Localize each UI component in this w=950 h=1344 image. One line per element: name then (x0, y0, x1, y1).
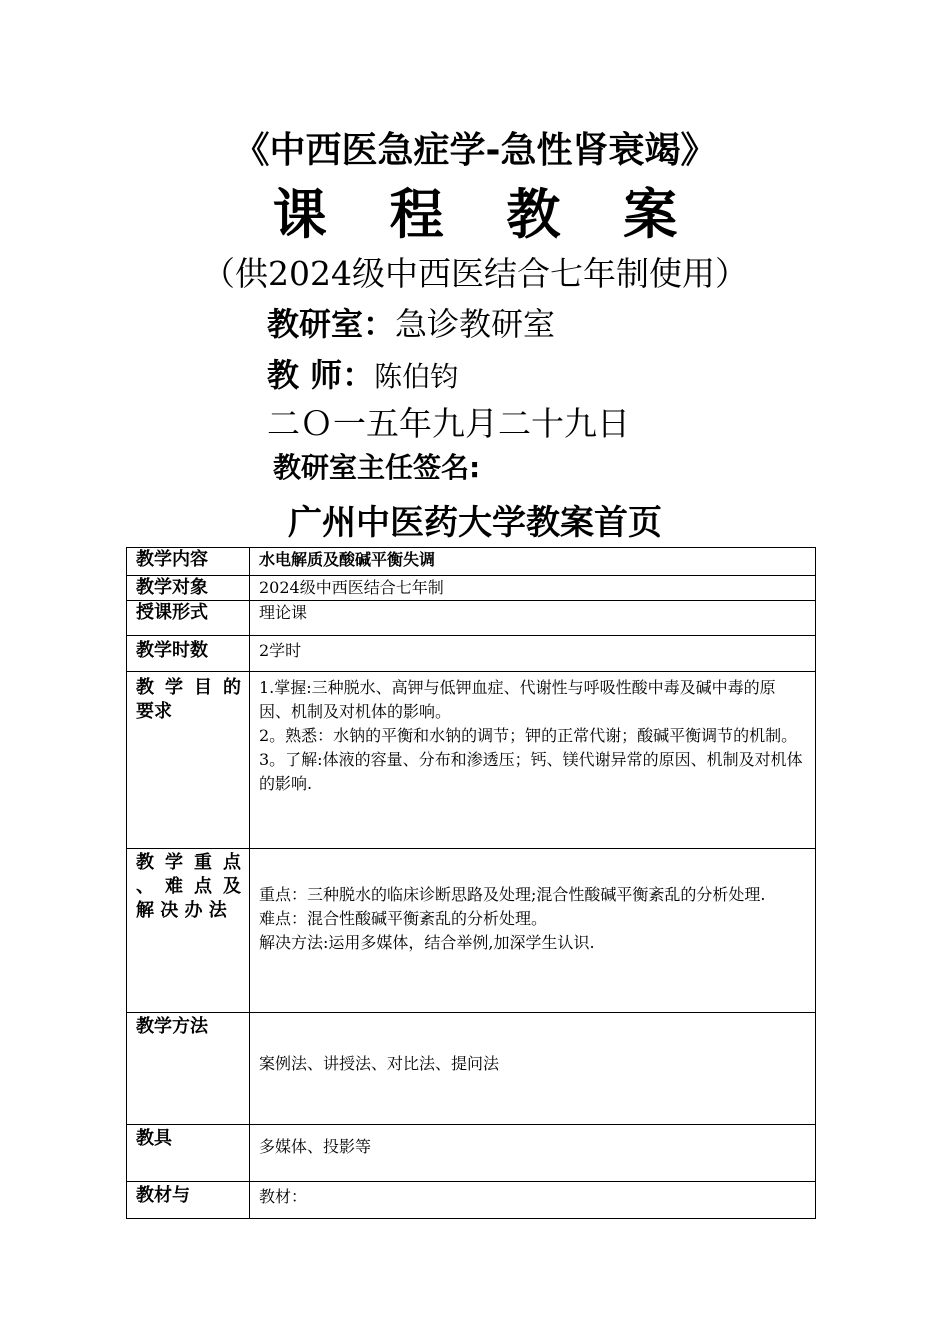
date-line: 二Ｏ一五年九月二十九日 (267, 404, 630, 443)
row-value: 教材： (250, 1182, 816, 1219)
row-label: 授课形式 (127, 601, 250, 636)
objective-line: 2。熟悉：水钠的平衡和水钠的调节；钾的正常代谢；酸碱平衡调节的机制。 (259, 726, 798, 745)
objectives-label: 教 学 目 的要求 (136, 677, 241, 722)
key-point-line: 解决方法:运用多媒体，结合举例,加深学生认识. (259, 933, 595, 952)
row-label: 教具 (127, 1125, 250, 1182)
lesson-plan-table (126, 547, 816, 1219)
row-label: 教学内容 (127, 548, 250, 576)
table-row-audience (127, 576, 816, 601)
row-label: 教材与 (127, 1182, 250, 1219)
row-label: 教学方法 (127, 1013, 250, 1125)
key-point-line: 重点：三种脱水的临床诊断思路及处理;混合性酸碱平衡紊乱的分析处理. (259, 885, 766, 904)
row-label: 教学时数 (127, 636, 250, 672)
table-row-key-points (127, 849, 816, 1013)
table-row-tools (127, 1125, 816, 1182)
row-label (127, 672, 250, 849)
objective-line: 1.掌握:三种脱水、高钾与低钾血症、代谢性与呼吸性酸中毒及碱中毒的原因、机制及对机体的影响。 (259, 678, 776, 721)
row-value (250, 672, 816, 849)
front-page-title: 广州中医药大学教案首页 (288, 503, 662, 543)
table-row-content (127, 548, 816, 576)
department-value: 急诊教研室 (395, 305, 556, 343)
row-label (127, 849, 250, 1013)
objective-line: 3。了解:体液的容量、分布和渗透压；钙、镁代谢异常的原因、机制及对机体的影响. (259, 750, 803, 793)
department-label: 教研室： (267, 305, 396, 343)
department-line (267, 302, 555, 346)
row-label: 教学对象 (127, 576, 250, 601)
row-value: 水电解质及酸碱平衡失调 (250, 548, 816, 576)
row-value: 2024级中西医结合七年制 (250, 576, 816, 601)
subtitle: （供2024级中西医结合七年制使用） (202, 254, 748, 293)
key-points-label: 教 学 重 点 、 难 点 及 解 决 办 法 (136, 852, 241, 921)
teacher-label: 教 师： (267, 356, 375, 394)
table-row-objectives (127, 672, 816, 849)
row-value: 理论课 (250, 601, 816, 636)
table-row-materials (127, 1182, 816, 1219)
course-title: 《中西医急症学-急性肾衰竭》 (233, 130, 717, 171)
row-value (250, 849, 816, 1013)
row-value: 案例法、讲授法、对比法、提问法 (250, 1013, 816, 1125)
key-point-line: 难点：混合性酸碱平衡紊乱的分析处理。 (259, 909, 548, 928)
main-title: 课 程 教 案 (272, 183, 700, 246)
row-value: 2学时 (250, 636, 816, 672)
director-signature-label: 教研室主任签名: (273, 451, 481, 484)
row-value: 多媒体、投影等 (250, 1125, 816, 1182)
table-row-methods (127, 1013, 816, 1125)
teacher-value: 陈伯钧 (374, 360, 459, 393)
table-row-format (127, 601, 816, 636)
table-row-hours (127, 636, 816, 672)
teacher-line (267, 353, 458, 399)
